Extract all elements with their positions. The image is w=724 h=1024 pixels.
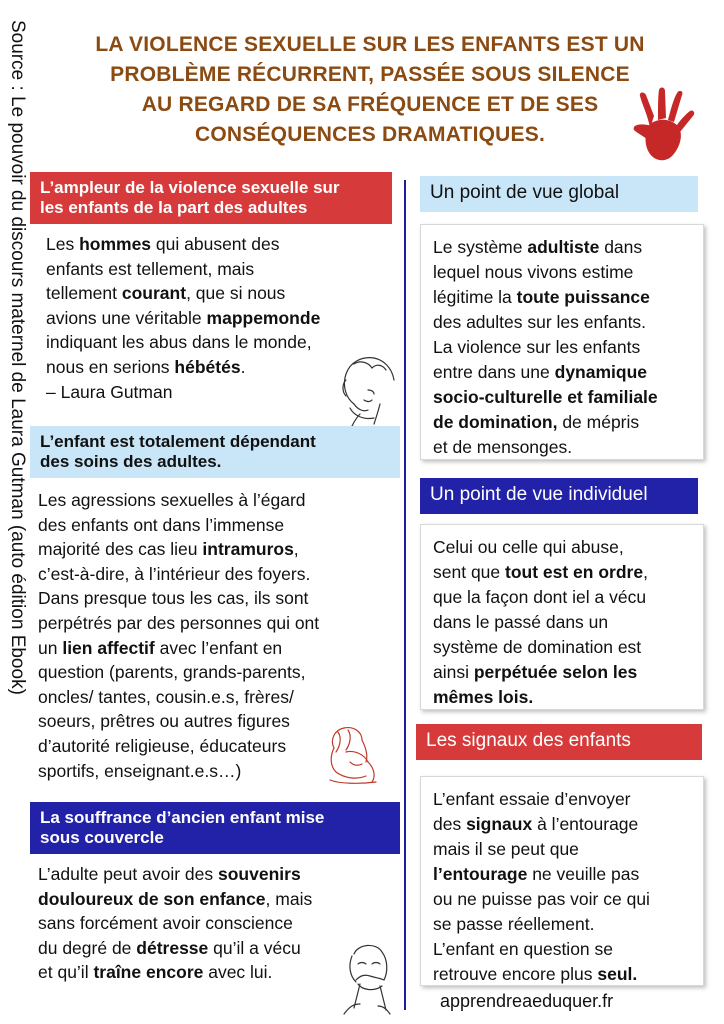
page-title [40, 30, 700, 150]
header-line: des soins des adultes. [40, 452, 222, 471]
quote-block [38, 232, 378, 404]
signaux-box [420, 776, 704, 986]
text-line: des signaux à l’entourage [433, 814, 639, 834]
text-line: des adultes sur les enfants. [433, 312, 647, 332]
header-line: les enfants de la part des adultes [40, 198, 308, 217]
text-line: dans le passé dans un [433, 612, 609, 632]
emphasis: socio-culturelle et familiale [433, 387, 658, 407]
text-line: lequel nous vivons estime [433, 262, 634, 282]
text-line [433, 685, 691, 710]
emphasis: hébétés [174, 356, 241, 377]
red-hand-icon [628, 86, 698, 166]
section-header-global [420, 176, 698, 212]
quote-author: – Laura Gutman [46, 381, 173, 402]
text-line: entre dans une dynamique [433, 362, 648, 382]
title-line: LA VIOLENCE SEXUELLE SUR LES ENFANTS EST UN [95, 33, 645, 56]
text-line: Les agressions sexuelles à l’égard [38, 490, 306, 510]
text-line: Dans presque tous les cas, ils sont [38, 588, 309, 609]
text-line: un lien affectif avec l’enfant en [38, 637, 283, 658]
title-line: PROBLÈME RÉCURRENT, PASSÉE SOUS SILENCE [110, 63, 630, 86]
emphasis: souvenirs [218, 864, 301, 884]
text-line: enfants est tellement, mais [46, 258, 255, 279]
text-line: retrouve encore plus seul. [433, 964, 638, 984]
emphasis: tout est en ordre [505, 562, 644, 582]
text-line: ou ne puisse pas voir ce qui [433, 889, 650, 909]
text-line: mais il se peut que [433, 839, 579, 859]
emphasis: adultiste [527, 237, 600, 257]
text-line: sportifs, enseignant.e.s…) [38, 760, 242, 781]
section-header-souffrance [30, 802, 400, 854]
text-line: que la façon dont iel a vécu [433, 587, 647, 607]
text-line: et qu’il traîne encore avec lui. [38, 962, 273, 983]
header-text: Un point de vue global [430, 182, 620, 203]
text-line [433, 385, 691, 410]
crouching-child-sketch [320, 722, 386, 788]
emphasis: perpétuée selon les [473, 662, 638, 682]
header-text: Un point de vue individuel [430, 484, 648, 505]
emphasis: mappemonde [206, 307, 321, 328]
website-url: apprendreaeduquer.fr [440, 991, 614, 1011]
souffrance-text [30, 862, 370, 985]
face-covering-mouth-sketch [334, 940, 400, 1016]
title-line: AU REGARD DE SA FRÉQUENCE ET DE SES [141, 93, 599, 116]
text-line: et de mensonges. [433, 437, 573, 457]
individuel-box [420, 524, 704, 710]
text-line: question (parents, grands-parents, [38, 662, 306, 683]
emphasis: seul. [597, 964, 638, 984]
section-header-signaux [416, 724, 702, 760]
source-citation: Source : Le pouvoir du discours maternel de Laura Gutman (auto édition Ebook) [7, 20, 28, 695]
emphasis: hommes [79, 234, 152, 254]
emphasis: dynamique [554, 362, 648, 382]
emphasis: intramuros [202, 539, 294, 560]
text-line: légitime la toute puissance [433, 287, 650, 307]
text-line: se passe réellement. [433, 914, 595, 934]
emphasis: douloureux de son enfance [38, 888, 266, 909]
section-header-ampleur [30, 172, 392, 224]
text-line: c’est-à-dire, à l’intérieur des foyers. [38, 563, 311, 584]
text-line: L’adulte peut avoir des souvenirs [38, 864, 301, 884]
emphasis: toute puissance [516, 287, 650, 307]
text-line: tellement courant, que si nous [46, 283, 286, 304]
emphasis: l’entourage [433, 864, 528, 884]
emphasis: lien affectif [62, 637, 155, 658]
emphasis: de domination, [433, 412, 558, 432]
text-line: sent que tout est en ordre, [433, 562, 648, 582]
section-header-individuel [420, 478, 698, 514]
text-line: d’autorité religieuse, éducateurs [38, 735, 287, 756]
column-divider [404, 180, 406, 1010]
global-box [420, 224, 704, 460]
text-line: Celui ou celle qui abuse, [433, 537, 624, 557]
header-line: La souffrance d’ancien enfant mise [40, 808, 325, 827]
text-line: L’enfant essaie d’envoyer [433, 789, 631, 809]
header-line: L’enfant est totalement dépendant [40, 432, 316, 451]
emphasis: courant [121, 283, 187, 304]
text-line: Le système adultiste dans [433, 237, 643, 257]
emphasis: détresse [136, 937, 209, 958]
header-line: sous couvercle [40, 828, 164, 847]
header-line: L’ampleur de la violence sexuelle sur [40, 178, 340, 197]
text-line: soeurs, prêtres ou autres figures [38, 711, 290, 732]
text-line: nous en serions hébétés. [46, 356, 246, 377]
text-line: majorité des cas lieu intramuros, [38, 539, 299, 560]
emphasis: signaux [466, 814, 533, 834]
text-line: avions une véritable mappemonde [46, 307, 321, 328]
text-line: L’enfant en question se [433, 939, 614, 959]
text-line: indiquant les abus dans le monde, [46, 332, 312, 353]
text-line: La violence sur les enfants [433, 337, 641, 357]
text-line: sans forcément avoir conscience [38, 913, 293, 934]
text-line: ainsi perpétuée selon les [433, 662, 638, 682]
text-line: oncles/ tantes, cousin.e.s, frères/ [38, 686, 294, 707]
child-face-sketch [334, 350, 400, 426]
emphasis: traîne encore [93, 962, 204, 983]
text-line: du degré de détresse qu’il a vécu [38, 937, 301, 958]
emphasis: mêmes lois. [433, 687, 534, 707]
text-line: de domination, de mépris [433, 412, 640, 432]
text-line: perpétrés par des personnes qui ont [38, 612, 320, 633]
text-line: Les hommes qui abusent des [46, 234, 280, 254]
title-line: CONSÉQUENCES DRAMATIQUES. [195, 123, 545, 146]
text-line: des enfants ont dans l’immense [38, 514, 285, 535]
text-line: système de domination est [433, 637, 642, 657]
text-line: douloureux de son enfance, mais [38, 888, 313, 909]
text-line: l’entourage ne veuille pas [433, 864, 640, 884]
section-header-dependant [30, 426, 400, 478]
header-text: Les signaux des enfants [426, 730, 631, 751]
